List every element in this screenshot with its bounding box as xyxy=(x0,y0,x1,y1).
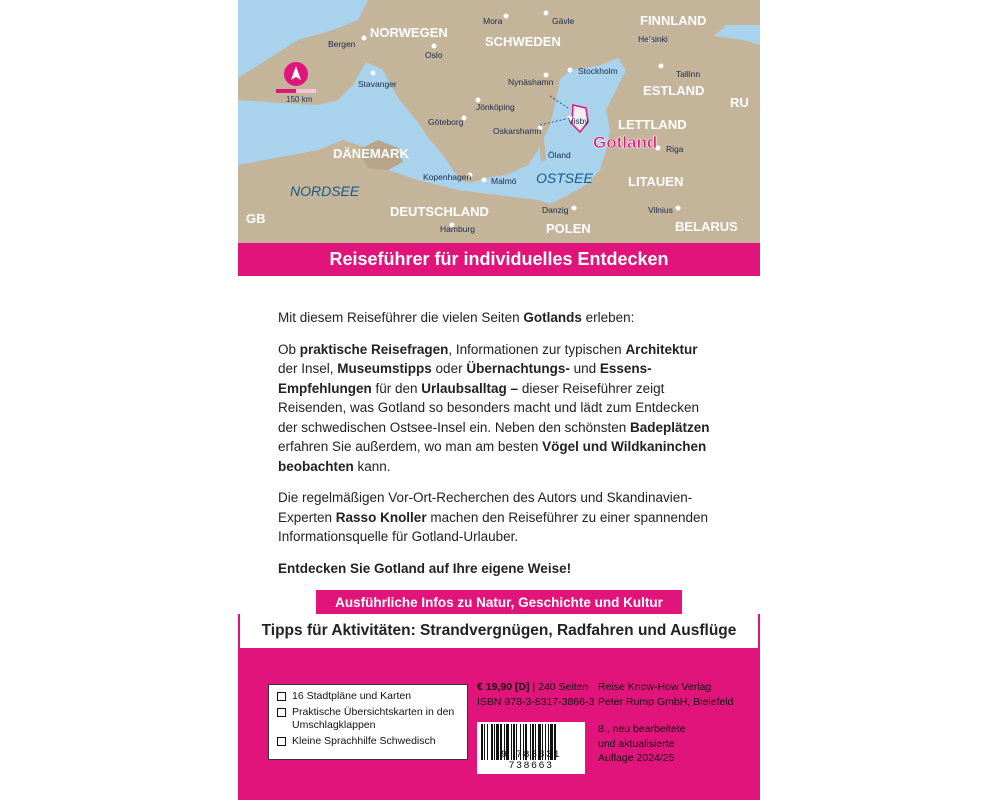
city-gaevle: Gävle xyxy=(552,16,575,26)
city-goeteborg: Göteborg xyxy=(428,117,464,127)
country-schweden: SCHWEDEN xyxy=(485,34,561,49)
city-dot-vilnius xyxy=(676,206,681,211)
checkbox-square-icon xyxy=(277,708,286,717)
checkbox-square-icon xyxy=(277,692,286,701)
price-info xyxy=(477,680,594,710)
city-joenkoeping: Jönköping xyxy=(476,102,515,112)
city-stockholm: Stockholm xyxy=(578,66,618,76)
city-dot-stockholm xyxy=(568,68,573,73)
paragraph-cta: Entdecken Sie Gotland auf Ihre eigene Weise! xyxy=(278,560,572,576)
paragraph-author: Die regelmäßigen Vor-Ort-Recherchen des Autors und Skandinavien-Experten Rasso Knoller machen den Reiseführer zu einer spannenden Informationsquelle für Gotland-Urlauber. xyxy=(278,490,709,544)
country-finnland: FINNLAND xyxy=(640,13,707,28)
country-estland: ESTLAND xyxy=(643,83,705,98)
baltic-map xyxy=(238,0,760,243)
publisher-info xyxy=(598,680,733,710)
city-riga: Riga xyxy=(666,144,684,154)
city-danzig: Danzig xyxy=(542,205,569,215)
city-oeland: Öland xyxy=(548,150,571,160)
city-dot-oslo xyxy=(432,44,437,49)
features-box xyxy=(268,684,468,760)
country-lettland: LETTLAND xyxy=(618,117,687,132)
price-value: € 19,90 [D] xyxy=(477,681,530,693)
city-dot-malmoe xyxy=(482,178,487,183)
country-polen: POLEN xyxy=(546,221,591,236)
city-oslo: Oslo xyxy=(425,50,443,60)
checkbox-square-icon xyxy=(277,737,286,746)
country-deutschland: DEUTSCHLAND xyxy=(390,204,489,219)
edition-line: und aktualisierte xyxy=(598,737,675,750)
feature-label: 16 Stadtpläne und Karten xyxy=(292,690,412,702)
country-ru: RU xyxy=(730,95,749,110)
page-count: | 240 Seiten xyxy=(532,681,589,693)
city-dot-danzig xyxy=(572,206,577,211)
info-strip-pink: Ausführliche Infos zu Natur, Geschichte und Kultur xyxy=(316,590,682,614)
city-kopenhagen: Kopenhagen xyxy=(423,172,472,182)
scale-label: 150 km xyxy=(286,95,313,104)
city-bergen: Bergen xyxy=(328,39,356,49)
isbn: ISBN 978-3-8317-3866-3 xyxy=(477,696,595,708)
price-line xyxy=(477,680,594,695)
edition-year: Auflage 2024/25 xyxy=(598,752,675,764)
barcode-number: 9 783831 738663 xyxy=(500,750,561,772)
edition-line: 8., neu bearbeitete xyxy=(598,723,686,735)
city-dot-gaevle xyxy=(544,11,549,16)
country-norwegen: NORWEGEN xyxy=(370,25,448,40)
city-mora: Mora xyxy=(483,16,503,26)
city-hamburg: Hamburg xyxy=(440,224,475,234)
country-daenemark: DÄNEMARK xyxy=(333,146,409,161)
headline-banner: Reiseführer für individuelles Entdecken xyxy=(238,243,760,276)
publisher-address: Peter Rump GmbH, Bielefeld xyxy=(598,696,734,708)
feature-item xyxy=(277,706,459,732)
city-nynaeshamn: Nynäshamn xyxy=(508,77,554,87)
country-litauen: LITAUEN xyxy=(628,174,684,189)
edition-info xyxy=(598,722,686,766)
info-strip-white: Tipps für Aktivitäten: Strandvergnügen, Radfahren und Ausflüge xyxy=(240,614,758,648)
paragraph-intro: Mit diesem Reiseführer die vielen Seiten Gotlands erleben: xyxy=(278,310,635,325)
country-gb: GB xyxy=(246,211,266,226)
scale-bar-right xyxy=(296,89,316,93)
city-visby: Visby xyxy=(568,116,589,126)
city-stavanger: Stavanger xyxy=(358,79,397,89)
gotland-highlight-label: Gotland xyxy=(593,133,658,152)
barcode xyxy=(477,722,585,774)
publisher-name: Reise Know-How Verlag xyxy=(598,681,712,693)
feature-label: Praktische Übersichtskarten in den Umschlagklappen xyxy=(292,706,455,731)
scale-bar-left xyxy=(276,89,296,93)
map-svg xyxy=(238,0,760,243)
sea-nordsee: NORDSEE xyxy=(290,183,360,199)
city-dot-tallinn xyxy=(659,64,664,69)
city-tallinn: Tallinn xyxy=(676,69,701,79)
description-text xyxy=(278,308,718,590)
city-vilnius: Vilnius xyxy=(648,205,673,215)
city-dot-stavanger xyxy=(371,71,376,76)
feature-item xyxy=(277,690,459,703)
city-oskarshamn: Oskarshamn xyxy=(493,126,542,136)
feature-item xyxy=(277,735,459,748)
feature-label: Kleine Sprachhilfe Schwedisch xyxy=(292,735,436,747)
sea-ostsee: OSTSEE xyxy=(536,170,593,186)
city-malmoe: Malmö xyxy=(491,176,517,186)
paragraph-highlights: Ob praktische Reisefragen, Informationen zur typischen Architektur der Insel, Museumstipps oder Übernachtungs- und Essens-Empfehlungen für den Urlaubsalltag – dieser Reiseführer zeigt Reisenden, was Gotland so besonders macht und lädt zum Entdecken der schwedischen Ostsee-Insel ein. Neben den schönsten Badeplätzen erfahren Sie außerdem, wo man am besten Vögel und Wildkaninchen beobachten kann. xyxy=(278,341,710,474)
city-dot-bergen xyxy=(362,36,367,41)
book-back-cover xyxy=(238,0,760,800)
city-dot-mora xyxy=(504,14,509,19)
city-helsinki: Helsinki xyxy=(638,34,668,44)
country-belarus: BELARUS xyxy=(675,219,738,234)
